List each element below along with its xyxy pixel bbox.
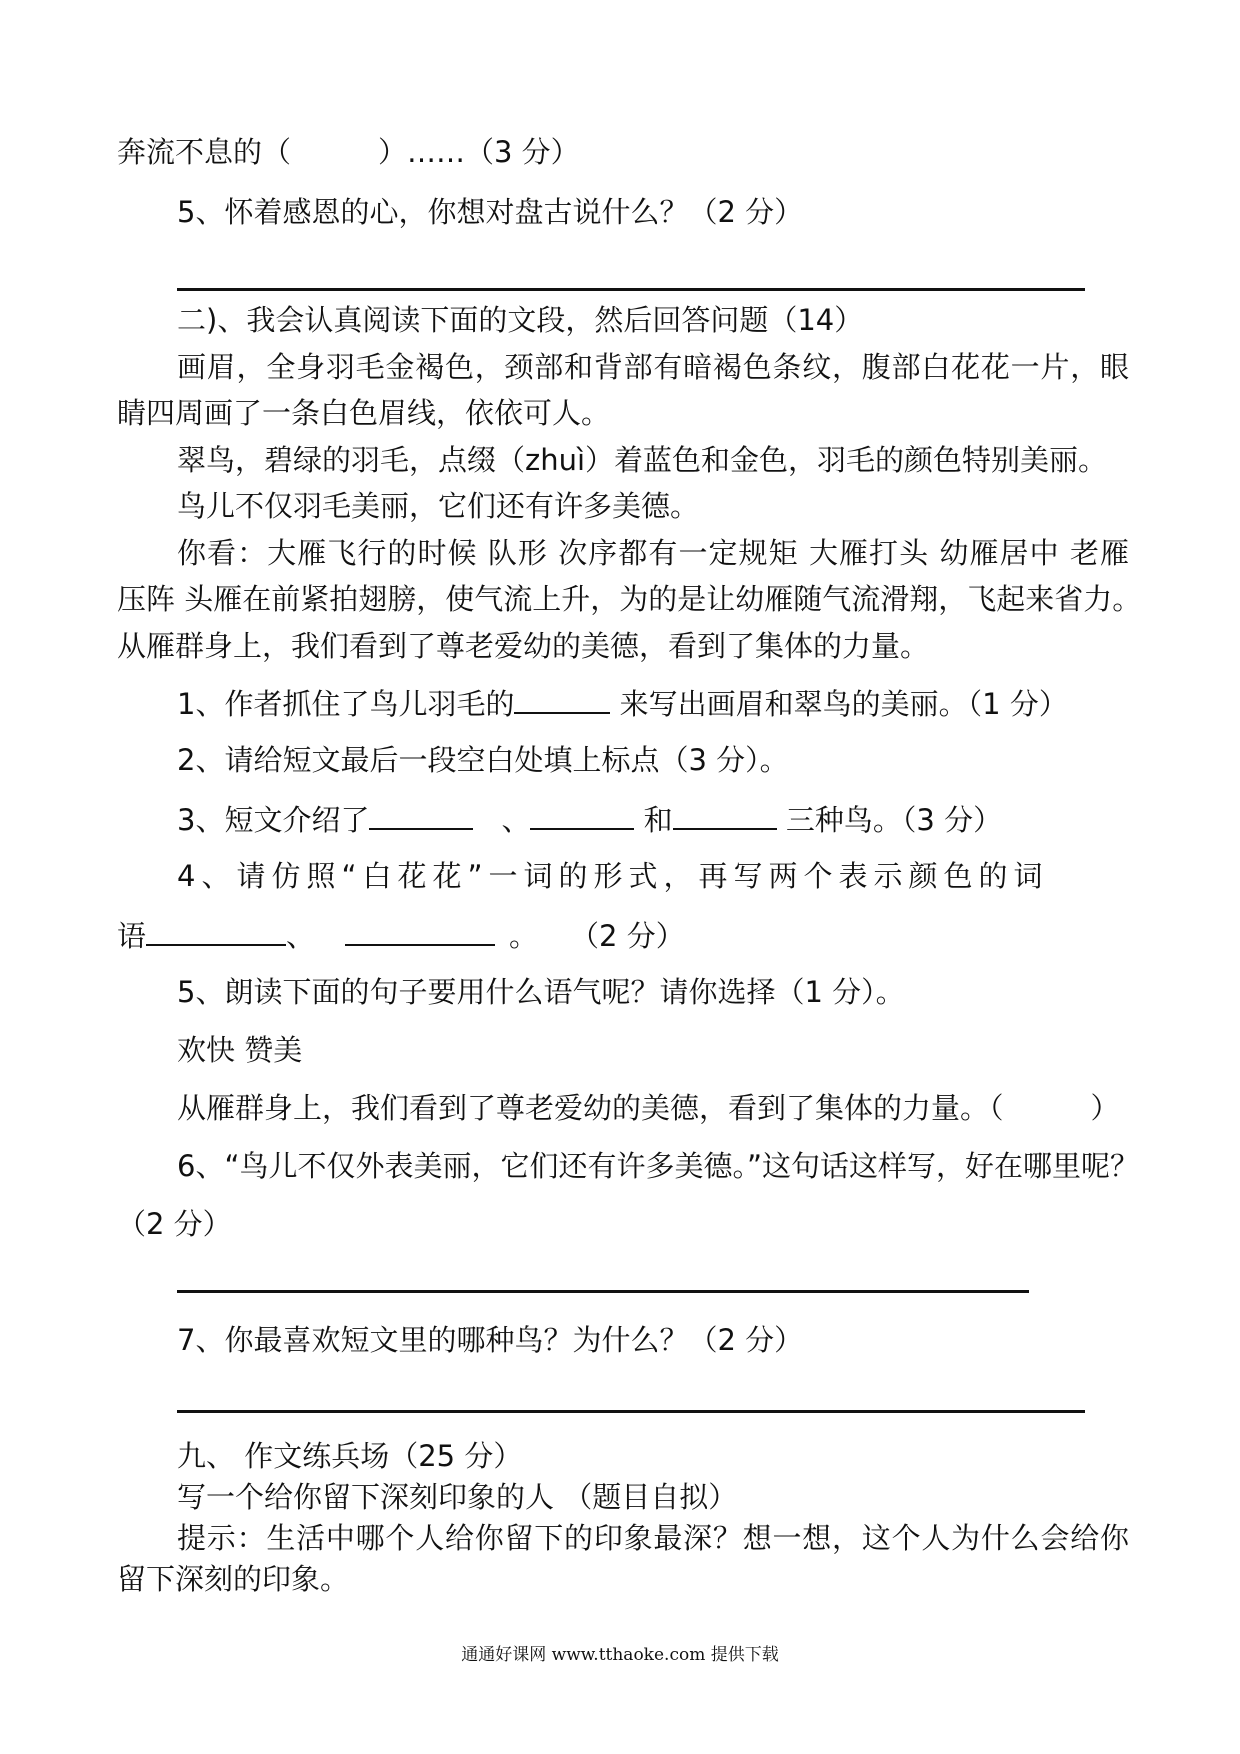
question-text: 、: [501, 803, 531, 837]
question-text: 3、短文介绍了: [177, 803, 370, 837]
tone-sentence: 从雁群身上，我们看到了尊老爱幼的美德，看到了集体的力量。（ ）: [177, 1091, 1120, 1125]
passage-line: 从雁群身上，我们看到了尊老爱幼的美德，看到了集体的力量。: [117, 629, 930, 663]
footer-source: 通通好课网 www.tthaoke.com 提供下载: [461, 1645, 779, 1665]
question-3: [177, 798, 1002, 840]
tone-options: 欢快 赞美: [177, 1033, 303, 1067]
question-5-tone: 5、朗读下面的句子要用什么语气呢？请你选择（1 分）。: [177, 975, 905, 1009]
question-4-answer-row: [117, 914, 685, 956]
question-4: 4、请仿照“白花花”一词的形式，再写两个表示颜色的词: [177, 859, 1049, 893]
fill-blank[interactable]: [146, 914, 286, 946]
composition-hint: 提示：生活中哪个人给你留下的印象最深？想一想，这个人为什么会给你: [177, 1521, 1129, 1555]
answer-line[interactable]: [177, 288, 1085, 291]
fill-blank[interactable]: [673, 798, 777, 830]
question-text: 来写出画眉和翠鸟的美丽。（1 分）: [610, 687, 1068, 721]
answer-line[interactable]: [177, 1290, 1029, 1293]
question-2: 2、请给短文最后一段空白处填上标点（3 分）。: [177, 743, 789, 777]
composition-hint: 留下深刻的印象。: [117, 1562, 350, 1596]
question-score: （2 分）: [570, 919, 685, 953]
passage-line: 画眉，全身羽毛金褐色，颈部和背部有暗褐色条纹，腹部白花花一片，眼: [177, 350, 1129, 384]
question-text: 语: [117, 919, 147, 953]
section-nine-heading: 九、 作文练兵场（25 分）: [177, 1439, 523, 1473]
passage-line: 你看：大雁飞行的时候 队形 次序都有一定规矩 大雁打头 幼雁居中 老雁: [177, 536, 1129, 570]
passage-line: 睛四周画了一条白色眉线，依依可人。: [117, 396, 611, 430]
passage-line: 翠鸟，碧绿的羽毛，点缀（zhuì）着蓝色和金色，羽毛的颜色特别美丽。: [177, 443, 1108, 477]
question-6-score: （2 分）: [117, 1207, 232, 1241]
question-7: 7、你最喜欢短文里的哪种鸟？为什么？（2 分）: [177, 1323, 804, 1357]
question-text: 1、作者抓住了鸟儿羽毛的: [177, 687, 515, 721]
passage-line: 鸟儿不仅羽毛美丽，它们还有许多美德。: [177, 489, 700, 523]
question-continuation: 奔流不息的（ ）……（3 分）: [117, 135, 580, 169]
question-6: 6、“鸟儿不仅外表美丽，它们还有许多美德。”这句话这样写，好在哪里呢？: [177, 1149, 1139, 1183]
fill-blank[interactable]: [514, 682, 610, 714]
fill-blank[interactable]: [530, 798, 634, 830]
question-text: 和: [634, 803, 673, 837]
question-text: 、: [286, 919, 316, 953]
composition-prompt: 写一个给你留下深刻印象的人 （题目自拟）: [177, 1480, 738, 1514]
fill-blank[interactable]: [369, 798, 473, 830]
question-1: [177, 682, 1068, 724]
fill-blank[interactable]: [345, 914, 495, 946]
question-text: 三种鸟。（3 分）: [776, 803, 1003, 837]
section-two-heading: 二)、我会认真阅读下面的文段，然后回答问题（14）: [177, 303, 864, 337]
answer-line[interactable]: [177, 1410, 1085, 1413]
question-5-panggu: 5、怀着感恩的心，你想对盘古说什么？（2 分）: [177, 195, 804, 229]
passage-line: 压阵 头雁在前紧拍翅膀，使气流上升，为的是让幼雁随气流滑翔，飞起来省力。: [117, 582, 1142, 616]
question-text: 。: [509, 919, 539, 953]
